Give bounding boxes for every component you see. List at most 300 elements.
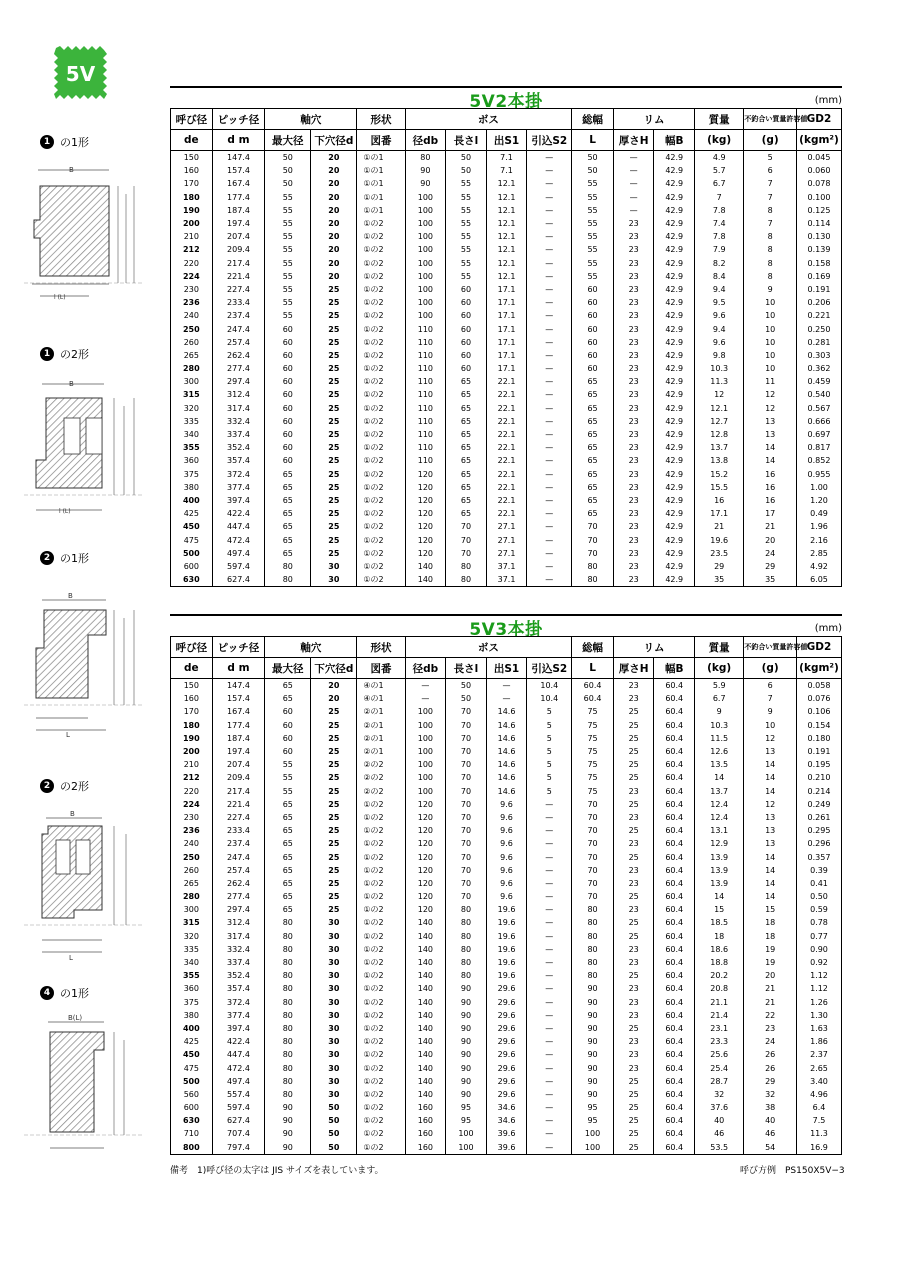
table-cell: 55 bbox=[265, 296, 311, 309]
table-cell: 23 bbox=[613, 943, 654, 956]
table-cell: 110 bbox=[405, 415, 446, 428]
table-cell: 55 bbox=[265, 191, 311, 204]
table-cell: 29.6 bbox=[486, 1088, 527, 1101]
table-cell: 0.296 bbox=[796, 837, 841, 850]
table-cell: 21 bbox=[695, 520, 744, 533]
table-cell: 70 bbox=[446, 771, 487, 784]
table-cell: 7 bbox=[695, 191, 744, 204]
table-cell: 0.295 bbox=[796, 824, 841, 837]
table-cell: ①の2 bbox=[357, 481, 405, 494]
table-cell: 42.9 bbox=[654, 520, 695, 533]
table-cell: 70 bbox=[446, 824, 487, 837]
table-cell: ②の2 bbox=[357, 771, 405, 784]
table-cell: 65 bbox=[572, 494, 614, 507]
table-cell: 42.9 bbox=[654, 336, 695, 349]
table-cell: 50 bbox=[572, 151, 614, 165]
table-row bbox=[171, 533, 842, 546]
table-row bbox=[171, 732, 842, 745]
header-cell: 形状 bbox=[357, 109, 405, 130]
table-row bbox=[171, 468, 842, 481]
table-cell: 55 bbox=[446, 217, 487, 230]
table-cell: 30 bbox=[311, 1061, 357, 1074]
table-cell: 160 bbox=[405, 1114, 446, 1127]
table-cell: 65 bbox=[265, 520, 311, 533]
table-cell: 0.180 bbox=[796, 732, 841, 745]
table-cell: 55 bbox=[572, 204, 614, 217]
table-cell: 425 bbox=[171, 1035, 213, 1048]
table-cell: 65 bbox=[446, 388, 487, 401]
table-cell: 29.6 bbox=[486, 996, 527, 1009]
header-cell: 不釣合い質量許容値 bbox=[744, 109, 797, 130]
table-cell: 7.1 bbox=[486, 164, 527, 177]
table-cell: 55 bbox=[265, 283, 311, 296]
table-cell: 19.6 bbox=[486, 903, 527, 916]
table-cell: 35 bbox=[695, 573, 744, 587]
table-cell: 42.9 bbox=[654, 428, 695, 441]
table-cell: 60.4 bbox=[654, 758, 695, 771]
table-cell: 21 bbox=[744, 982, 797, 995]
table-cell: 70 bbox=[446, 798, 487, 811]
table-cell: 65 bbox=[572, 468, 614, 481]
header-cell: ボス bbox=[405, 109, 572, 130]
table-cell: 80 bbox=[265, 916, 311, 929]
table-cell: 60.4 bbox=[654, 692, 695, 705]
table-cell: — bbox=[613, 191, 654, 204]
table-row bbox=[171, 771, 842, 784]
table-cell: 0.100 bbox=[796, 191, 841, 204]
table-cell: 42.9 bbox=[654, 388, 695, 401]
table-cell: 11.3 bbox=[796, 1127, 841, 1140]
table-cell: 23 bbox=[613, 1009, 654, 1022]
table-cell: — bbox=[527, 1075, 572, 1088]
table-cell: 9.8 bbox=[695, 349, 744, 362]
table-cell: 7.5 bbox=[796, 1114, 841, 1127]
table-cell: 22.1 bbox=[486, 441, 527, 454]
table-cell: 110 bbox=[405, 349, 446, 362]
table-cell: 30 bbox=[311, 996, 357, 1009]
table-cell: 50 bbox=[446, 679, 487, 693]
table-cell: 160 bbox=[405, 1127, 446, 1140]
table-cell: ①の2 bbox=[357, 943, 405, 956]
table-cell: 10.4 bbox=[527, 679, 572, 693]
table-cell: 65 bbox=[572, 454, 614, 467]
table-cell: 25 bbox=[311, 719, 357, 732]
table-cell: 25 bbox=[613, 1127, 654, 1140]
table-cell: 25 bbox=[613, 969, 654, 982]
table-cell: 100 bbox=[405, 257, 446, 270]
table-cell: ①の2 bbox=[357, 270, 405, 283]
table-cell: 120 bbox=[405, 494, 446, 507]
header-cell: 総幅 bbox=[572, 109, 614, 130]
table-cell: 12 bbox=[744, 388, 797, 401]
table-cell: 60.4 bbox=[654, 732, 695, 745]
table-cell: — bbox=[527, 283, 572, 296]
table-cell: 30 bbox=[311, 1035, 357, 1048]
table-cell: 236 bbox=[171, 824, 213, 837]
header-cell: 引込S2 bbox=[527, 130, 572, 151]
table-cell: 23 bbox=[613, 982, 654, 995]
table-cell: 0.076 bbox=[796, 692, 841, 705]
table-cell: 23 bbox=[613, 560, 654, 573]
table-cell: 377.4 bbox=[212, 1009, 265, 1022]
table-cell: 237.4 bbox=[212, 309, 265, 322]
table-row bbox=[171, 719, 842, 732]
table-cell: 7.4 bbox=[695, 217, 744, 230]
table-cell: 190 bbox=[171, 204, 213, 217]
table-cell: 30 bbox=[311, 1075, 357, 1088]
table-cell: 1.12 bbox=[796, 969, 841, 982]
table-cell: 14 bbox=[744, 785, 797, 798]
table-cell: 65 bbox=[572, 441, 614, 454]
table-cell: 90 bbox=[572, 1088, 614, 1101]
table-cell: — bbox=[613, 177, 654, 190]
table-cell: 240 bbox=[171, 309, 213, 322]
table-cell: 14 bbox=[744, 877, 797, 890]
header-cell: 軸穴 bbox=[265, 109, 357, 130]
table-cell: 18.6 bbox=[695, 943, 744, 956]
header-cell: GD2 bbox=[796, 637, 841, 658]
table-cell: 20 bbox=[311, 257, 357, 270]
table-cell: 110 bbox=[405, 402, 446, 415]
table-cell: 0.540 bbox=[796, 388, 841, 401]
table-row bbox=[171, 930, 842, 943]
table-cell: 397.4 bbox=[212, 494, 265, 507]
table-cell: 65 bbox=[446, 481, 487, 494]
table-cell: 147.4 bbox=[212, 151, 265, 165]
table-cell: 1.12 bbox=[796, 982, 841, 995]
table-cell: 100 bbox=[405, 719, 446, 732]
table-cell: 60.4 bbox=[654, 864, 695, 877]
table-cell: — bbox=[527, 943, 572, 956]
table-cell: 75 bbox=[572, 771, 614, 784]
header-cell: de bbox=[171, 130, 213, 151]
table-cell: 9 bbox=[695, 705, 744, 718]
table-cell: 25 bbox=[311, 507, 357, 520]
table-cell: ①の2 bbox=[357, 1101, 405, 1114]
table-cell: 597.4 bbox=[212, 560, 265, 573]
table-cell: 372.4 bbox=[212, 468, 265, 481]
table-cell: 29.6 bbox=[486, 1035, 527, 1048]
table-row bbox=[171, 679, 842, 693]
table-cell: 65 bbox=[265, 811, 311, 824]
table-cell: 17.1 bbox=[486, 349, 527, 362]
table-cell: 0.281 bbox=[796, 336, 841, 349]
table-cell: 0.154 bbox=[796, 719, 841, 732]
table-cell: 0.92 bbox=[796, 956, 841, 969]
table-row bbox=[171, 204, 842, 217]
table-row bbox=[171, 916, 842, 929]
table-cell: 80 bbox=[265, 1048, 311, 1061]
table-cell: — bbox=[527, 494, 572, 507]
table-cell: 157.4 bbox=[212, 164, 265, 177]
table-cell: 80 bbox=[265, 1022, 311, 1035]
table-cell: 42.9 bbox=[654, 547, 695, 560]
table-cell: 0.59 bbox=[796, 903, 841, 916]
table-cell: 12.8 bbox=[695, 428, 744, 441]
table-cell: 24 bbox=[744, 547, 797, 560]
table-cell: 80 bbox=[446, 930, 487, 943]
table-cell: 80 bbox=[265, 573, 311, 587]
table-cell: 65 bbox=[265, 533, 311, 546]
table-cell: — bbox=[486, 692, 527, 705]
table-cell: 400 bbox=[171, 494, 213, 507]
table-cell: 22.1 bbox=[486, 428, 527, 441]
table-cell: 19.6 bbox=[486, 943, 527, 956]
table-cell: 337.4 bbox=[212, 956, 265, 969]
header-cell: L bbox=[572, 130, 614, 151]
table-cell: 80 bbox=[265, 969, 311, 982]
table-cell: 120 bbox=[405, 547, 446, 560]
table-cell: 23 bbox=[613, 956, 654, 969]
table-cell: — bbox=[527, 864, 572, 877]
table-cell: 12.1 bbox=[486, 204, 527, 217]
table-cell: 14.6 bbox=[486, 705, 527, 718]
table-cell: 20 bbox=[311, 692, 357, 705]
table-cell: ①の2 bbox=[357, 402, 405, 415]
table-cell: 100 bbox=[446, 1141, 487, 1155]
table-cell: ①の2 bbox=[357, 982, 405, 995]
table-cell: 23 bbox=[613, 996, 654, 1009]
table-cell: — bbox=[527, 468, 572, 481]
table-cell: 60.4 bbox=[654, 996, 695, 1009]
header-cell: (kgm²) bbox=[796, 130, 841, 151]
table-cell: 23 bbox=[613, 468, 654, 481]
table-cell: 0.060 bbox=[796, 164, 841, 177]
table-cell: 425 bbox=[171, 507, 213, 520]
table-cell: 20 bbox=[311, 270, 357, 283]
table-cell: 70 bbox=[446, 732, 487, 745]
table-cell: 60 bbox=[265, 388, 311, 401]
table-cell: 60.4 bbox=[654, 1101, 695, 1114]
table-cell: 15.5 bbox=[695, 481, 744, 494]
table-row bbox=[171, 494, 842, 507]
table-cell: 5.7 bbox=[695, 164, 744, 177]
table-cell: 212 bbox=[171, 771, 213, 784]
table-cell: 60 bbox=[572, 349, 614, 362]
table-cell: 90 bbox=[572, 996, 614, 1009]
table-cell: 16 bbox=[744, 481, 797, 494]
unit-label: (mm) bbox=[814, 623, 842, 634]
table-cell: 0.77 bbox=[796, 930, 841, 943]
table-cell: 25 bbox=[613, 719, 654, 732]
table-cell: 65 bbox=[265, 824, 311, 837]
table-cell: 32 bbox=[695, 1088, 744, 1101]
table-cell: 100 bbox=[572, 1141, 614, 1155]
table-cell: 140 bbox=[405, 573, 446, 587]
table-cell: 70 bbox=[572, 890, 614, 903]
table-cell: 7.1 bbox=[486, 151, 527, 165]
table-cell: 100 bbox=[405, 191, 446, 204]
table-cell: 80 bbox=[446, 969, 487, 982]
table-cell: 25 bbox=[311, 349, 357, 362]
table-row bbox=[171, 177, 842, 190]
table-cell: 21.1 bbox=[695, 996, 744, 1009]
table-cell: 472.4 bbox=[212, 533, 265, 546]
table-cell: 60 bbox=[265, 336, 311, 349]
table-cell: 80 bbox=[265, 982, 311, 995]
header-cell: d m bbox=[212, 130, 265, 151]
table-cell: ①の2 bbox=[357, 969, 405, 982]
table-cell: ②の2 bbox=[357, 785, 405, 798]
table-cell: 13 bbox=[744, 824, 797, 837]
table-cell: — bbox=[527, 1088, 572, 1101]
table-cell: 197.4 bbox=[212, 745, 265, 758]
table-row bbox=[171, 811, 842, 824]
table-cell: 75 bbox=[572, 705, 614, 718]
table-cell: 23 bbox=[613, 428, 654, 441]
table-cell: ①の1 bbox=[357, 164, 405, 177]
table-cell: 34.6 bbox=[486, 1101, 527, 1114]
header-cell: ボス bbox=[405, 637, 572, 658]
table-cell: 53.5 bbox=[695, 1141, 744, 1155]
table-cell: 25 bbox=[613, 745, 654, 758]
table-cell: 120 bbox=[405, 903, 446, 916]
table-cell: 12.1 bbox=[486, 257, 527, 270]
table-cell: 221.4 bbox=[212, 270, 265, 283]
table-cell: 60.4 bbox=[654, 969, 695, 982]
table-cell: 5 bbox=[527, 758, 572, 771]
table-cell: 140 bbox=[405, 1088, 446, 1101]
table-cell: ①の2 bbox=[357, 296, 405, 309]
table-cell: 247.4 bbox=[212, 322, 265, 335]
table-cell: 25 bbox=[311, 824, 357, 837]
table-cell: 25 bbox=[311, 732, 357, 745]
table-cell: 557.4 bbox=[212, 1088, 265, 1101]
table-cell: 100 bbox=[405, 204, 446, 217]
table-cell: 25 bbox=[311, 798, 357, 811]
table-cell: 447.4 bbox=[212, 1048, 265, 1061]
table-cell: 6.4 bbox=[796, 1101, 841, 1114]
table-cell: 627.4 bbox=[212, 1114, 265, 1127]
table-cell: — bbox=[527, 230, 572, 243]
table-cell: 224 bbox=[171, 798, 213, 811]
table-cell: ①の1 bbox=[357, 191, 405, 204]
table-cell: 100 bbox=[405, 785, 446, 798]
table-cell: 23 bbox=[613, 362, 654, 375]
table-cell: 29.6 bbox=[486, 1075, 527, 1088]
table-cell: ①の2 bbox=[357, 388, 405, 401]
table-cell: 450 bbox=[171, 1048, 213, 1061]
table-cell: 80 bbox=[265, 560, 311, 573]
table-cell: 110 bbox=[405, 428, 446, 441]
table-cell: — bbox=[527, 930, 572, 943]
table-cell: — bbox=[527, 916, 572, 929]
table-cell: 17.1 bbox=[486, 322, 527, 335]
table-row bbox=[171, 1101, 842, 1114]
table-cell: 23.1 bbox=[695, 1022, 744, 1035]
table-cell: ①の2 bbox=[357, 547, 405, 560]
table-cell: 13 bbox=[744, 428, 797, 441]
table-cell: 29.6 bbox=[486, 1009, 527, 1022]
table-row bbox=[171, 164, 842, 177]
table-cell: 90 bbox=[405, 164, 446, 177]
table-cell: 70 bbox=[446, 533, 487, 546]
table-cell: 0.303 bbox=[796, 349, 841, 362]
table-cell: — bbox=[527, 415, 572, 428]
table-cell: ②の2 bbox=[357, 758, 405, 771]
header-cell: d m bbox=[212, 658, 265, 679]
table-cell: — bbox=[527, 1127, 572, 1140]
table-cell: 23 bbox=[613, 679, 654, 693]
table-cell: 13.7 bbox=[695, 441, 744, 454]
table-cell: ①の2 bbox=[357, 1048, 405, 1061]
table-cell: 60.4 bbox=[654, 1035, 695, 1048]
table-cell: 60 bbox=[265, 362, 311, 375]
table-cell: ④の1 bbox=[357, 692, 405, 705]
table-cell: 42.9 bbox=[654, 415, 695, 428]
table-cell: 0.697 bbox=[796, 428, 841, 441]
table-cell: 257.4 bbox=[212, 336, 265, 349]
table-cell: 0.221 bbox=[796, 309, 841, 322]
table-cell: 70 bbox=[446, 745, 487, 758]
table-cell: 42.9 bbox=[654, 494, 695, 507]
table-cell: 60.4 bbox=[654, 1022, 695, 1035]
header-cell: 下穴径d bbox=[311, 130, 357, 151]
table-cell: 23 bbox=[613, 270, 654, 283]
table-cell: 7.9 bbox=[695, 243, 744, 256]
table-cell: — bbox=[527, 1009, 572, 1022]
header-cell: 長さl bbox=[446, 658, 487, 679]
table-cell: 475 bbox=[171, 533, 213, 546]
table-cell: 120 bbox=[405, 798, 446, 811]
table-cell: — bbox=[527, 811, 572, 824]
table-cell: 14 bbox=[744, 441, 797, 454]
table-cell: 355 bbox=[171, 441, 213, 454]
table-cell: 70 bbox=[446, 520, 487, 533]
table-cell: 397.4 bbox=[212, 1022, 265, 1035]
table-cell: 120 bbox=[405, 468, 446, 481]
table-cell: 60.4 bbox=[654, 824, 695, 837]
table-cell: 120 bbox=[405, 507, 446, 520]
table-cell: 12 bbox=[695, 388, 744, 401]
table-cell: 120 bbox=[405, 890, 446, 903]
table-cell: 12.1 bbox=[486, 217, 527, 230]
table-cell: 100 bbox=[405, 217, 446, 230]
table-cell: 450 bbox=[171, 520, 213, 533]
table-cell: 70 bbox=[572, 811, 614, 824]
table-cell: 23 bbox=[613, 336, 654, 349]
table-cell: 220 bbox=[171, 785, 213, 798]
table-cell: 70 bbox=[572, 520, 614, 533]
table-cell: 65 bbox=[572, 375, 614, 388]
table-cell: 400 bbox=[171, 1022, 213, 1035]
table-cell: — bbox=[527, 573, 572, 587]
table-cell: 65 bbox=[572, 507, 614, 520]
table-cell: ①の2 bbox=[357, 520, 405, 533]
table-cell: 2.37 bbox=[796, 1048, 841, 1061]
table-cell: 627.4 bbox=[212, 573, 265, 587]
table-cell: 300 bbox=[171, 375, 213, 388]
table-cell: 17.1 bbox=[486, 296, 527, 309]
table-cell: 312.4 bbox=[212, 388, 265, 401]
table-cell: 23 bbox=[613, 309, 654, 322]
table-row bbox=[171, 1061, 842, 1074]
table-cell: 1.96 bbox=[796, 520, 841, 533]
table-cell: 180 bbox=[171, 719, 213, 732]
table-row bbox=[171, 850, 842, 863]
table-cell: 23.5 bbox=[695, 547, 744, 560]
svg-text:l (L): l (L) bbox=[54, 294, 66, 301]
table-cell: 160 bbox=[405, 1101, 446, 1114]
table-cell: ①の2 bbox=[357, 415, 405, 428]
table-cell: 25 bbox=[613, 1101, 654, 1114]
pulley-diagram-2-2 bbox=[14, 800, 144, 970]
table-cell: 19.6 bbox=[486, 969, 527, 982]
table-cell: 20 bbox=[311, 151, 357, 165]
header-cell: 出S1 bbox=[486, 658, 527, 679]
table-cell: 13.7 bbox=[695, 785, 744, 798]
table-cell: 0.250 bbox=[796, 322, 841, 335]
